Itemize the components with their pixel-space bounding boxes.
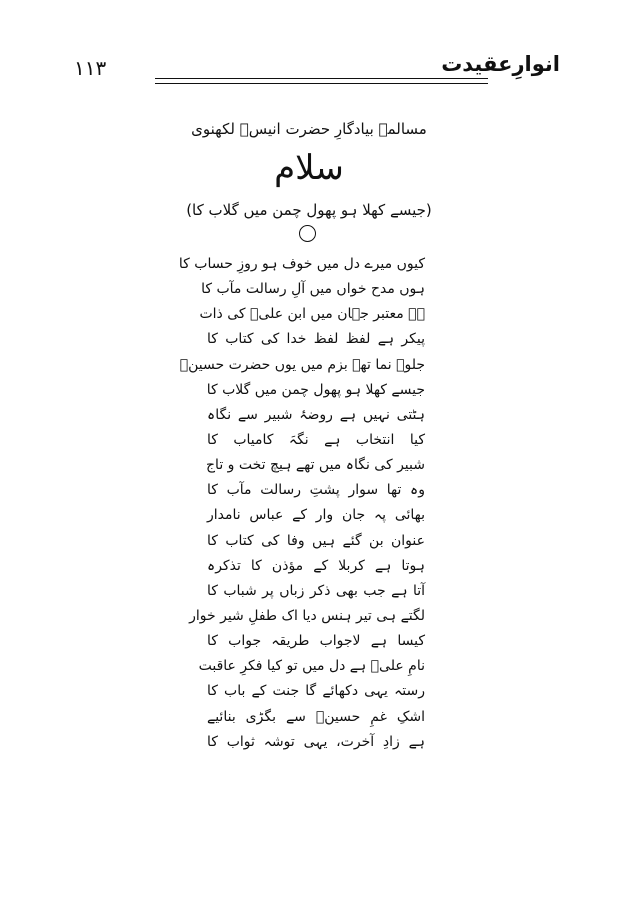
- verse-line: ہوں مدح خواں میں آلِ رسالت مآب کا: [201, 281, 425, 298]
- verse-line: جلوہ نما تھے بزم میں یوں حضرت حسینؑ: [179, 356, 425, 373]
- tarah-line: (جیسے کھلا ہو پھول چمن میں گلاب کا): [186, 201, 432, 219]
- verse-line: عنوان بن گئے ہیں وفا کی کتاب کا: [207, 532, 425, 549]
- verse-line: کیوں میرے دل میں خوف ہو روزِ حساب کا: [178, 256, 425, 272]
- verse-line: آتا ہے جب بھی ذکر زباں پر شباب کا: [207, 582, 425, 599]
- header-rule-bottom: [155, 83, 488, 84]
- verse-line: وہ تھا سوار پشتِ رسالت مآب کا: [207, 482, 425, 499]
- verse-line: نامِ علیؑ ہے دل میں تو کیا فکرِ عاقبت: [198, 658, 425, 675]
- verse-line: پیکر ہے لفظ لفظ خدا کی کتاب کا: [207, 331, 425, 348]
- running-title: انوارِعقیدت: [441, 52, 560, 76]
- verse-line: لگتے ہی تیر ہنس دیا اک طفلِ شیر خوار: [189, 607, 425, 624]
- verse-line: بھائی پہ جان وار کے عباس نامدار: [207, 507, 425, 524]
- verse-line: جیسے کھلا ہو پھول چمن میں گلاب کا: [206, 381, 425, 398]
- header-rule-top: [155, 78, 488, 79]
- verse-line: ہے زادِ آخرت، یہی توشہ ثواب کا: [207, 733, 425, 750]
- verse-line: ہوتا ہے کربلا کے مؤذن کا تذکرہ: [207, 557, 425, 574]
- verse-line: شبیر کی نگاہ میں تھے ہیچ تخت و تاج: [206, 457, 425, 474]
- verse-list: [178, 252, 425, 755]
- poem-heading: سلام: [274, 148, 344, 188]
- page-header: [60, 52, 560, 96]
- circle-ornament-icon: [299, 225, 316, 242]
- verse-line: رستہ یہی دکھائے گا جنت کے باب کا: [207, 683, 425, 700]
- verse-line: کیا انتخاب ہے نگہَ کامیاب کا: [207, 431, 425, 448]
- verse-line: اشکِ غمِ حسینؑ سے بگڑی بنائیے: [207, 708, 425, 725]
- verse-line: ہٹتی نہیں ہے روضۂ شبیر سے نگاہ: [207, 406, 425, 423]
- dedication-subtitle: مسالمہ بیادگارِ حضرت انیسؔ لکھنوی: [191, 120, 427, 138]
- verse-line: کیسا ہے لاجواب طریقہ جواب کا: [207, 633, 425, 650]
- verse-line: ہے معتبر جہان میں ابن علیؑ کی ذات: [199, 306, 425, 323]
- page-number: ۱۱۳: [74, 56, 107, 80]
